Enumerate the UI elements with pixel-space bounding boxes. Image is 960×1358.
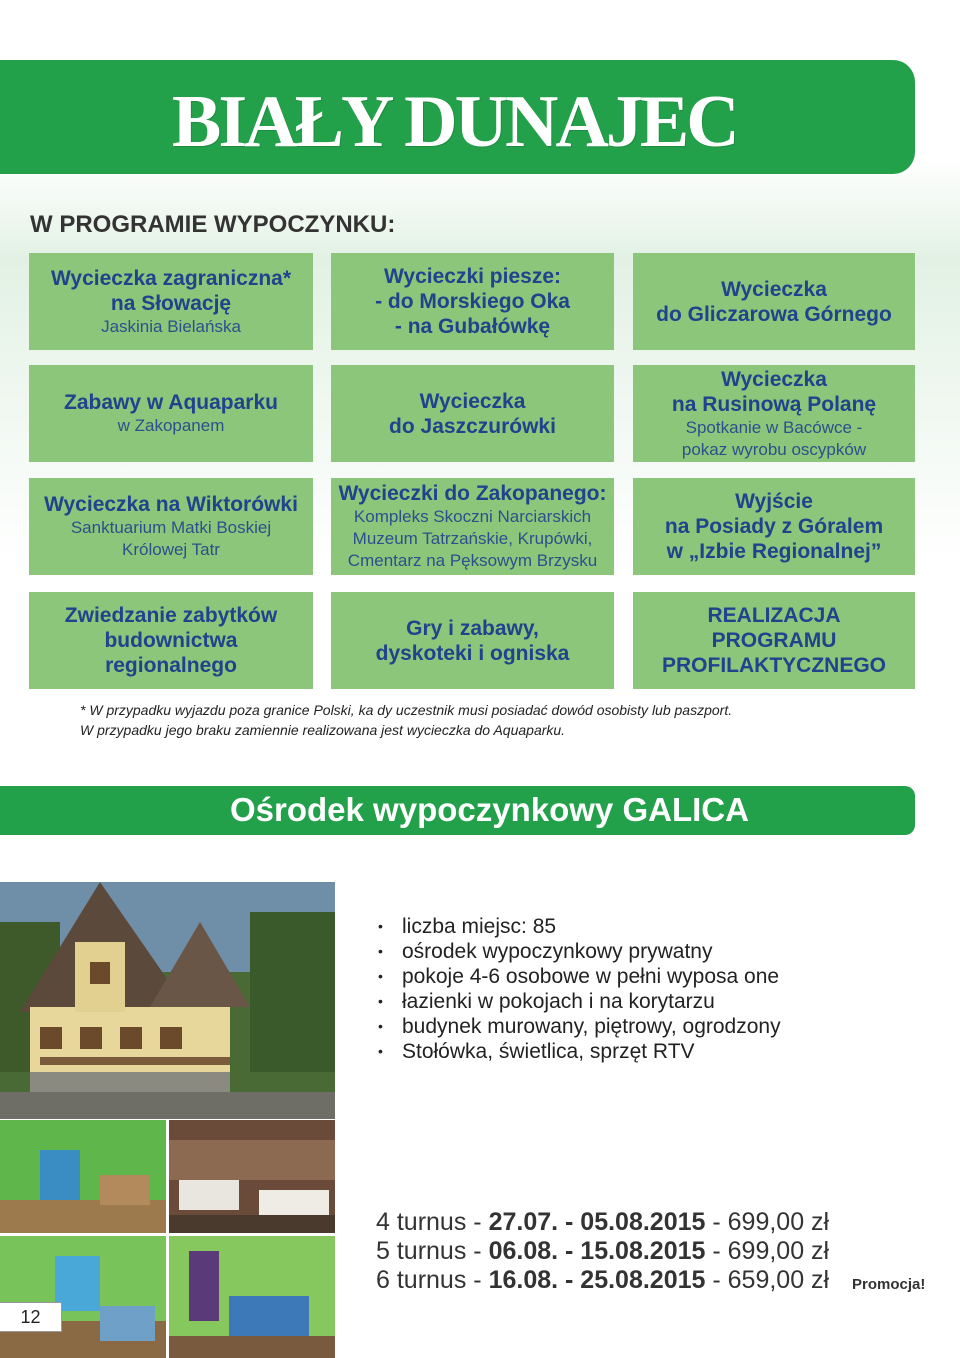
turn-label: 4 turnus - <box>376 1208 489 1236</box>
list-item <box>376 1039 781 1064</box>
feature-text: Stołówka, świetlica, sprzęt RTV <box>402 1040 695 1063</box>
tile-title: Wycieczka na Rusinową Polanę <box>671 367 877 416</box>
turn-price: - 699,00 zł <box>705 1208 830 1236</box>
galica-title: Ośrodek wypoczynkowy GALICA <box>230 791 749 828</box>
tile-zakopane-trips <box>331 478 614 575</box>
turn-label: 5 turnus - <box>376 1237 489 1265</box>
feature-text: pokoje 4-6 osobowe w pełni wyposa one <box>402 965 780 988</box>
feature-text: liczba miejsc: 85 <box>402 915 557 938</box>
tile-posiady <box>633 478 915 575</box>
tile-title: Wycieczka na Wiktorówki <box>44 493 298 516</box>
tile-slovakia-trip <box>29 253 313 350</box>
tile-title: Wyjście na Posiady z Góralem w „Izbie Regionalnej” <box>664 490 884 563</box>
bullet-icon: • <box>378 993 383 1009</box>
bullet-icon: • <box>378 943 383 959</box>
interior-photo-dorm-room <box>169 1236 335 1358</box>
tile-title: Wycieczka do Jaszczurówki <box>389 389 556 438</box>
tile-hiking-trips <box>331 253 614 350</box>
tile-wiktorowki-trip <box>29 478 313 575</box>
tile-rusinowa-trip <box>633 365 915 462</box>
tile-title: Wycieczka zagraniczna* na Słowację <box>50 266 292 315</box>
tile-title: Wycieczki do Zakopanego: <box>338 482 607 505</box>
tile-regional-architecture <box>29 592 313 689</box>
turn-price: - 699,00 zł <box>705 1237 830 1265</box>
tile-subtitle: Kompleks Skoczni Narciarskich Muzeum Tatrzańskie, Krupówki, Cmentarz na Pęksowym Brzysku <box>347 507 598 570</box>
interior-photo-dining-room <box>169 1120 335 1233</box>
page-title: BIAŁY DUNAJEC <box>172 81 737 163</box>
turn-dates: 27.07. - 05.08.2015 <box>488 1208 706 1236</box>
interior-photo-bedroom <box>0 1236 166 1358</box>
tile-subtitle: Jaskinia Bielańska <box>101 316 241 336</box>
tile-title: Zwiedzanie zabytków budownictwa regionalnego <box>64 604 278 677</box>
tile-aquapark <box>29 365 313 462</box>
feature-text: budynek murowany, piętrowy, ogrodzony <box>402 1015 781 1038</box>
interior-photo-green-room <box>0 1120 166 1233</box>
tile-title: REALIZACJA PROGRAMU PROFILAKTYCZNEGO <box>662 604 886 677</box>
program-heading: W PROGRAMIE WYPOCZYNKU: <box>30 211 396 238</box>
tile-jaszczurowka-trip <box>331 365 614 462</box>
turn-row <box>376 1208 829 1237</box>
tile-title: Gry i zabawy, dyskoteki i ogniska <box>375 616 570 665</box>
footnote: * W przypadku wyjazdu poza granice Polski, ka dy uczestnik musi posiadać dowód osobisty lub paszport. W przypadku jego braku zamiennie realizowana jest wycieczka do Aquaparku. <box>80 702 733 738</box>
tile-title: Wycieczka do Gliczarowa Górnego <box>656 277 892 326</box>
turn-price: - 659,00 zł <box>705 1266 830 1294</box>
promo-label: Promocja! <box>852 1276 926 1293</box>
turn-row <box>376 1237 829 1266</box>
turn-row <box>376 1266 829 1295</box>
building-photo <box>0 882 335 1119</box>
tile-subtitle: w Zakopanem <box>117 416 225 435</box>
turn-dates: 06.08. - 15.08.2015 <box>488 1237 706 1265</box>
tile-games-discos <box>331 592 614 689</box>
list-item <box>376 964 781 989</box>
tile-prevention-program <box>633 592 915 689</box>
galica-features-list <box>376 914 781 1064</box>
page-number: 12 <box>0 1302 62 1332</box>
tile-title: Zabawy w Aquaparku <box>64 391 278 414</box>
feature-text: ośrodek wypoczynkowy prywatny <box>402 940 713 963</box>
tile-subtitle: Spotkanie w Bacówce - pokaz wyrobu oscypków <box>681 417 867 459</box>
turns-price-list <box>376 1208 829 1295</box>
tile-title: Wycieczki piesze: - do Morskiego Oka - na Gubałówkę <box>375 265 570 338</box>
turn-label: 6 turnus - <box>376 1266 489 1294</box>
turn-dates: 16.08. - 25.08.2015 <box>488 1266 706 1294</box>
tile-subtitle: Sanktuarium Matki Boskiej Królowej Tatr <box>70 518 272 559</box>
list-item <box>376 914 781 939</box>
list-item <box>376 1014 781 1039</box>
bullet-icon: • <box>378 1043 383 1059</box>
list-item <box>376 939 781 964</box>
list-item <box>376 989 781 1014</box>
bullet-icon: • <box>378 918 383 934</box>
bullet-icon: • <box>378 1018 383 1034</box>
bullet-icon: • <box>378 968 383 984</box>
feature-text: łazienki w pokojach i na korytarzu <box>402 990 715 1013</box>
tile-gliczarow-trip <box>633 253 915 350</box>
